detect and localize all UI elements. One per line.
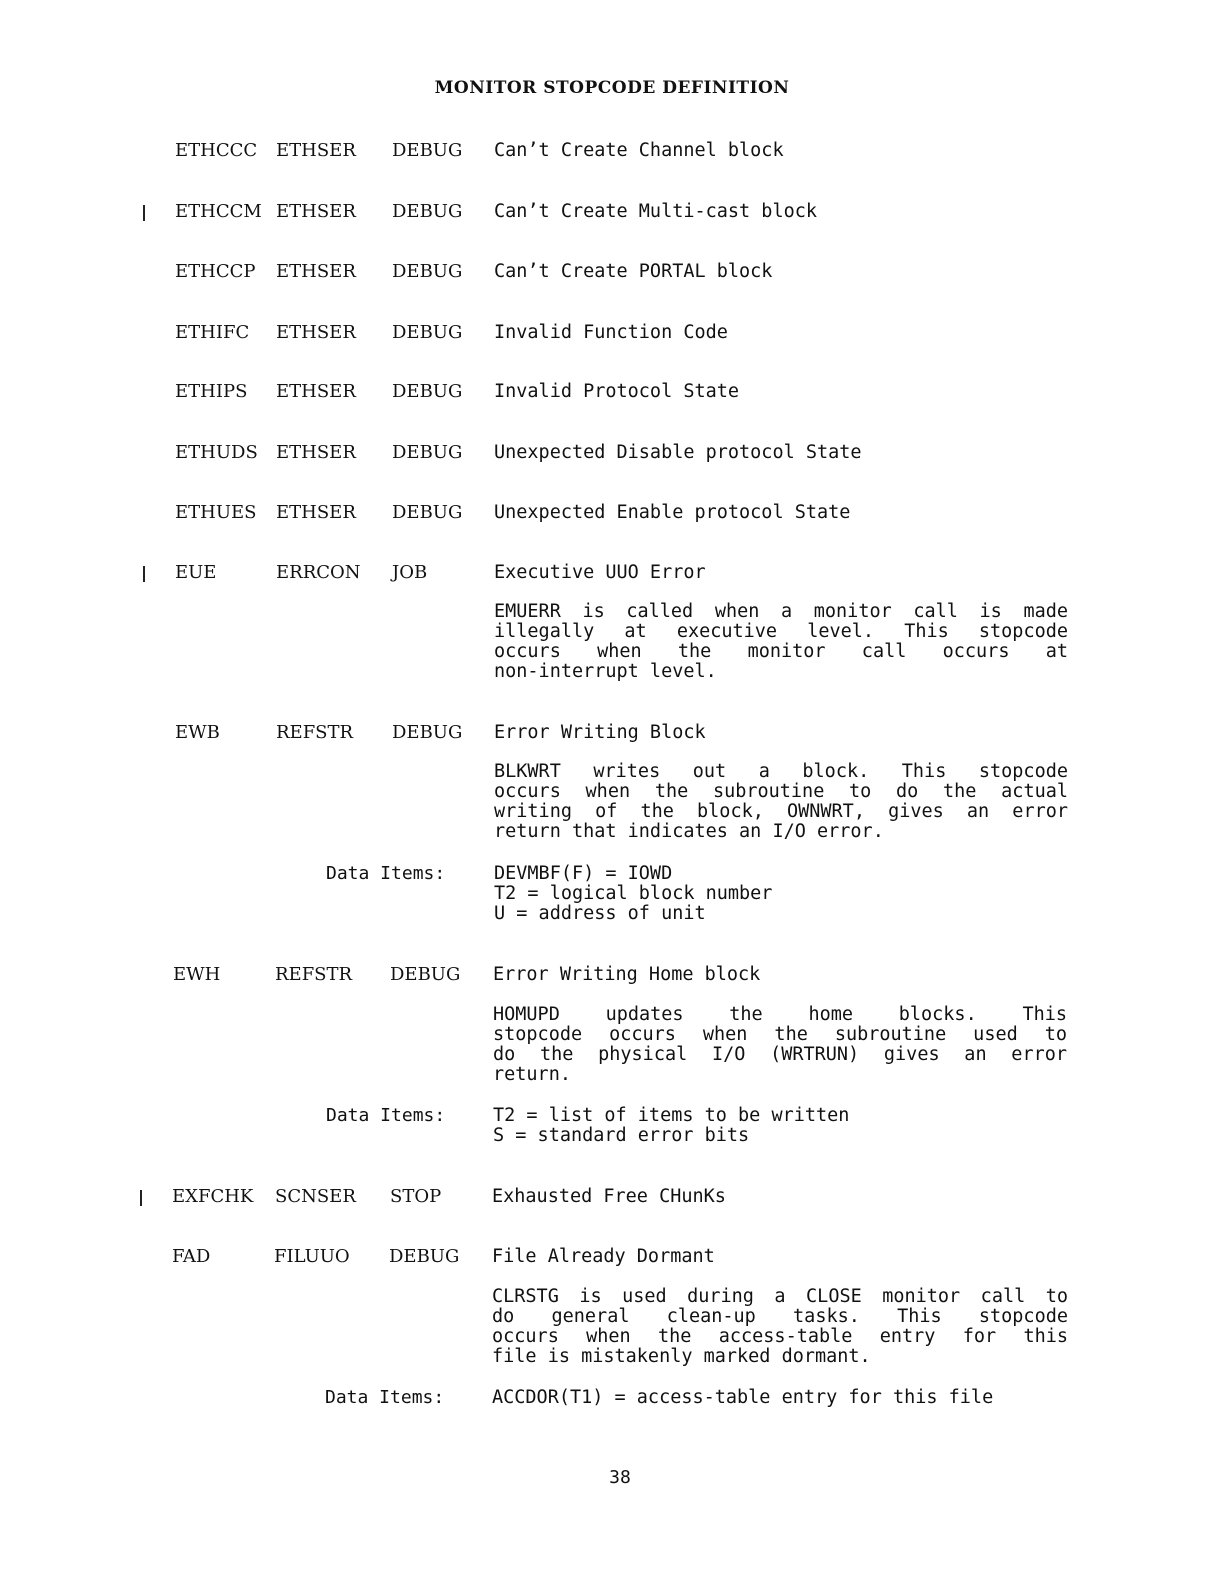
stopcode-module: ETHSER (276, 502, 356, 523)
change-bar (143, 205, 145, 221)
stopcode-module: REFSTR (276, 722, 354, 743)
data-items-label: Data Items: (325, 1387, 445, 1408)
explanation-line: writing of the block, OWNWRT, gives an error (494, 801, 1068, 822)
explanation-line: BLKWRT writes out a block. This stopcode (494, 761, 1068, 782)
stopcode-entry-ethccp (0, 260, 1224, 284)
stopcode-type: DEBUG (392, 322, 463, 343)
stopcode-description: Invalid Protocol State (494, 381, 740, 402)
data-items-label: Data Items: (326, 1105, 446, 1126)
stopcode-name: ETHUDS (175, 442, 258, 463)
stopcode-entry-fad (0, 1245, 1224, 1269)
change-bar (140, 1190, 142, 1206)
explanation-line: do the physical I/O (WRTRUN) gives an error (493, 1044, 1067, 1065)
explanation-line: return that indicates an I/O error. (494, 821, 884, 842)
stopcode-module: REFSTR (275, 964, 353, 985)
stopcode-type: DEBUG (392, 140, 463, 161)
data-items-list (492, 1388, 1068, 1408)
stopcode-description: Can’t Create Channel block (494, 140, 784, 161)
stopcode-type: DEBUG (392, 502, 463, 523)
explanation-line: illegally at executive level. This stopcode (494, 621, 1068, 642)
explanation-line: occurs when the access-table entry for this (492, 1326, 1068, 1347)
stopcode-module: SCNSER (275, 1186, 356, 1207)
stopcode-name: ETHIFC (175, 322, 250, 343)
stopcode-description: File Already Dormant (492, 1246, 715, 1267)
change-bar (143, 566, 145, 582)
stopcode-explanation (493, 1005, 1067, 1085)
stopcode-module: ERRCON (276, 562, 361, 583)
stopcode-entry-ewh (0, 963, 1224, 987)
stopcode-explanation (492, 1287, 1068, 1367)
explanation-line: CLRSTG is used during a CLOSE monitor call to (492, 1286, 1068, 1307)
stopcode-description: Invalid Function Code (494, 322, 728, 343)
data-item: T2 = list of items to be written (493, 1105, 850, 1126)
stopcode-name: EXFCHK (172, 1186, 254, 1207)
stopcode-entry-ethues (0, 501, 1224, 525)
page-number: 38 (609, 1467, 631, 1488)
stopcode-module: ETHSER (276, 442, 356, 463)
stopcode-name: ETHCCM (175, 201, 262, 222)
stopcode-description: Unexpected Enable protocol State (494, 502, 851, 523)
stopcode-module: ETHSER (276, 201, 356, 222)
data-item: DEVMBF(F) = IOWD (494, 863, 673, 884)
stopcode-type: DEBUG (392, 381, 463, 402)
stopcode-type: DEBUG (392, 442, 463, 463)
stopcode-module: ETHSER (276, 261, 356, 282)
stopcode-description: Error Writing Block (494, 722, 706, 743)
stopcode-description: Unexpected Disable protocol State (494, 442, 862, 463)
stopcode-module: ETHSER (276, 322, 356, 343)
stopcode-type: DEBUG (390, 964, 461, 985)
stopcode-name: EWB (175, 722, 220, 743)
stopcode-type: JOB (392, 562, 428, 583)
stopcode-entry-ethccm (0, 200, 1224, 224)
data-item: U = address of unit (494, 903, 706, 924)
stopcode-name: ETHUES (175, 502, 257, 523)
stopcode-explanation (494, 762, 1068, 842)
data-item: ACCDOR(T1) = access-table entry for this file (492, 1387, 994, 1408)
stopcode-type: DEBUG (392, 722, 463, 743)
data-item: S = standard error bits (493, 1125, 750, 1146)
stopcode-name: EUE (175, 562, 217, 583)
explanation-line: file is mistakenly marked dormant. (492, 1346, 871, 1367)
stopcode-type: DEBUG (392, 201, 463, 222)
stopcode-entry-ethips (0, 380, 1224, 404)
stopcode-name: ETHCCC (175, 140, 258, 161)
stopcode-entry-ethccc (0, 139, 1224, 163)
explanation-line: non-interrupt level. (494, 661, 717, 682)
stopcode-entry-ethifc (0, 321, 1224, 345)
explanation-line: stopcode occurs when the subroutine used to (493, 1024, 1067, 1045)
stopcode-name: EWH (173, 964, 221, 985)
stopcode-type: STOP (390, 1186, 442, 1207)
stopcode-entry-ewb (0, 721, 1224, 745)
stopcode-description: Can’t Create Multi-cast block (494, 201, 818, 222)
stopcode-type: DEBUG (389, 1246, 460, 1267)
stopcode-description: Error Writing Home block (493, 964, 761, 985)
stopcode-description: Exhausted Free CHunKs (492, 1186, 726, 1207)
stopcode-module: ETHSER (276, 140, 356, 161)
stopcode-entry-eue (0, 561, 1224, 585)
explanation-line: EMUERR is called when a monitor call is made (494, 601, 1068, 622)
explanation-line: return. (493, 1064, 571, 1085)
stopcode-module: ETHSER (276, 381, 356, 402)
stopcode-description: Can’t Create PORTAL block (494, 261, 773, 282)
stopcode-module: FILUUO (274, 1246, 350, 1267)
stopcode-name: FAD (172, 1246, 211, 1267)
stopcode-entry-exfchk (0, 1185, 1224, 1209)
data-items-list (494, 864, 1068, 924)
data-items-label: Data Items: (326, 863, 446, 884)
data-items-list (493, 1106, 1067, 1146)
explanation-line: occurs when the subroutine to do the actual (494, 781, 1068, 802)
data-item: T2 = logical block number (494, 883, 773, 904)
stopcode-entry-ethuds (0, 441, 1224, 465)
stopcode-type: DEBUG (392, 261, 463, 282)
explanation-line: occurs when the monitor call occurs at (494, 641, 1068, 662)
page-title: MONITOR STOPCODE DEFINITION (434, 78, 790, 98)
explanation-line: HOMUPD updates the home blocks. This (493, 1004, 1067, 1025)
stopcode-explanation (494, 602, 1068, 682)
stopcode-description: Executive UUO Error (494, 562, 706, 583)
explanation-line: do general clean-up tasks. This stopcode (492, 1306, 1068, 1327)
stopcode-name: ETHIPS (175, 381, 248, 402)
stopcode-name: ETHCCP (175, 261, 256, 282)
